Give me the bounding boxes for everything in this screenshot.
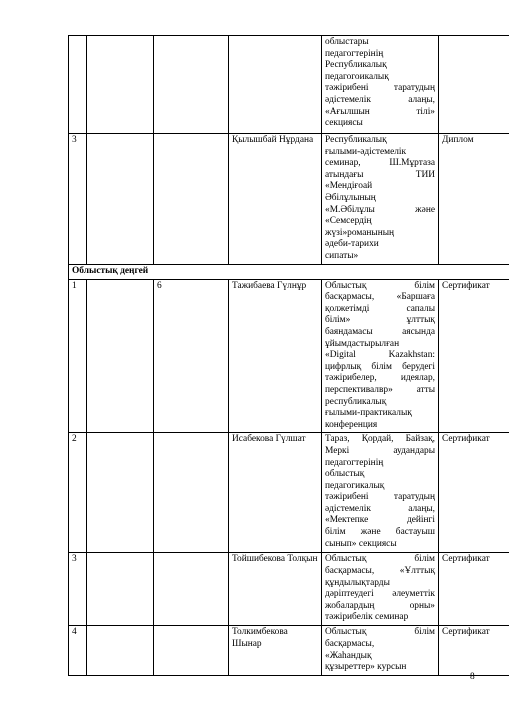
result-cell: Диплом <box>439 134 509 265</box>
event-text-line: «Ағылшын тілі» <box>325 106 435 117</box>
row-number-cell: 1 <box>69 279 87 433</box>
student-name-cell: Исабекова Гүлшат <box>229 433 322 553</box>
student-name-cell: Тажибаева Гүлнұр <box>229 279 322 433</box>
event-text-line: облыстық <box>325 469 365 480</box>
event-text-line: «Мендіғоай <box>325 181 373 192</box>
event-text-line: атындағы ТИИ <box>325 169 435 180</box>
event-text-line: республикалық <box>325 396 387 407</box>
table-row <box>69 279 509 433</box>
event-text-line: перспективалвр» атты <box>325 384 435 395</box>
event-text-line: баяндамасы аясында <box>325 326 435 337</box>
event-text-line: педагогтерінің <box>325 457 384 468</box>
event-text-line: әдеби-тарихи <box>325 239 379 250</box>
table-row <box>69 433 509 553</box>
row-number-cell: 3 <box>69 134 87 265</box>
event-text-line: ғылыми-әдістемелік <box>325 146 407 157</box>
grade-cell <box>154 553 229 626</box>
event-cell <box>322 279 439 433</box>
row-number-cell: 4 <box>69 626 87 676</box>
result-cell <box>439 36 509 134</box>
row-number-cell <box>69 36 87 134</box>
event-text-line: тәжірибелік семинар <box>325 612 409 623</box>
section-title: Облыстық деңгей <box>69 265 509 280</box>
event-text-line: «Жаһандық <box>325 650 372 661</box>
event-text-line: конференция <box>325 419 378 430</box>
event-text-line: ұйымдастырылған <box>325 338 400 349</box>
event-text-line: Тараз, Қордай, Байзақ, <box>325 434 435 445</box>
event-text-line: Республикалық <box>325 60 387 71</box>
student-name-cell: Қылышбай Нұрдана <box>229 134 322 265</box>
event-text-line: қолжетімді сапалы <box>325 303 435 314</box>
table-row <box>69 553 509 626</box>
event-text-line: «Мектепке дейінгі <box>325 515 435 526</box>
empty-cell <box>87 279 154 433</box>
event-text-line: ғылыми-практикалық <box>325 408 412 419</box>
event-text-line: басқармасы, «Баршаға <box>325 292 435 303</box>
event-text-line: жүзі»романының <box>325 227 395 238</box>
event-text-line: білім» ұлттық <box>325 315 435 326</box>
grade-cell <box>154 433 229 553</box>
event-text-line: басқармасы, «Ұлттық <box>325 565 435 576</box>
grade-cell <box>87 134 154 265</box>
event-text-line: сынып» секциясы <box>325 538 397 549</box>
student-name-cell <box>229 36 322 134</box>
event-text-line: дәріптеудегі әлеуметтік <box>325 589 435 600</box>
event-text-line: жобалардың орны» <box>325 600 435 611</box>
section-header-row <box>69 265 509 280</box>
event-text-line: педагогоикалық <box>325 71 389 82</box>
grade-cell <box>87 36 154 134</box>
event-text-line: «Семсердің <box>325 216 372 227</box>
event-text-line: білім және бастауыш <box>325 527 435 538</box>
event-cell <box>322 553 439 626</box>
event-text-line: Меркі аудандары <box>325 445 435 456</box>
empty-cell <box>154 134 229 265</box>
event-text-line: әдістемелік алаңы, <box>325 503 435 514</box>
table-row <box>69 626 509 676</box>
event-cell <box>322 433 439 553</box>
empty-cell <box>87 626 154 676</box>
student-name-cell: Толкимбекова Шынар <box>229 626 322 676</box>
event-text-line: «Digital Kazakhstan: <box>325 350 435 361</box>
grade-cell: 6 <box>154 279 229 433</box>
event-text-line: Облыстық білім <box>325 627 435 638</box>
result-cell: Сертификат <box>439 626 509 676</box>
row-number-cell: 3 <box>69 553 87 626</box>
event-text-line: педагогикалық <box>325 480 385 491</box>
awards-table <box>68 35 509 676</box>
row-number-cell: 2 <box>69 433 87 553</box>
grade-cell <box>154 626 229 676</box>
empty-cell <box>87 433 154 553</box>
event-text-line: Облыстық білім <box>325 280 435 291</box>
event-text-line: тәжірибені таратудың <box>325 492 435 503</box>
event-text-line: Әбілұлының <box>325 192 376 203</box>
event-text-line: құзыреттер» курсын <box>325 662 407 673</box>
result-cell: Сертификат <box>439 553 509 626</box>
event-text-line: құндылықтарды <box>325 577 390 588</box>
event-cell <box>322 36 439 134</box>
event-text-line: әдістемелік алаңы, <box>325 94 435 105</box>
student-name-cell: Тойшибекова Толқын <box>229 553 322 626</box>
event-text-line: сипаты» <box>325 250 359 261</box>
result-cell: Сертификат <box>439 433 509 553</box>
empty-cell <box>154 36 229 134</box>
event-text-line: педагогтерінің <box>325 48 384 59</box>
table-row <box>69 36 509 134</box>
empty-cell <box>87 553 154 626</box>
event-cell <box>322 626 439 676</box>
awards-table-body <box>69 36 509 676</box>
event-text-line: тәжірибелер, идеялар, <box>325 373 435 384</box>
page-number: 8 <box>470 672 475 682</box>
table-row <box>69 134 509 265</box>
event-cell <box>322 134 439 265</box>
event-text-line: семинар, Ш.Мұртаза <box>325 158 435 169</box>
event-text-line: тәжірибені таратудың <box>325 83 435 94</box>
result-cell: Сертификат <box>439 279 509 433</box>
event-text-line: облыстары <box>325 37 369 47</box>
event-text-line: цифрлық білім берудегі <box>325 361 435 372</box>
event-text-line: Облыстық білім <box>325 554 435 565</box>
event-text-line: басқармасы, <box>325 638 375 649</box>
event-text-line: Республикалық <box>325 135 387 145</box>
event-text-line: «М.Әбілұлы және <box>325 204 435 215</box>
event-text-line: секциясы <box>325 118 363 129</box>
